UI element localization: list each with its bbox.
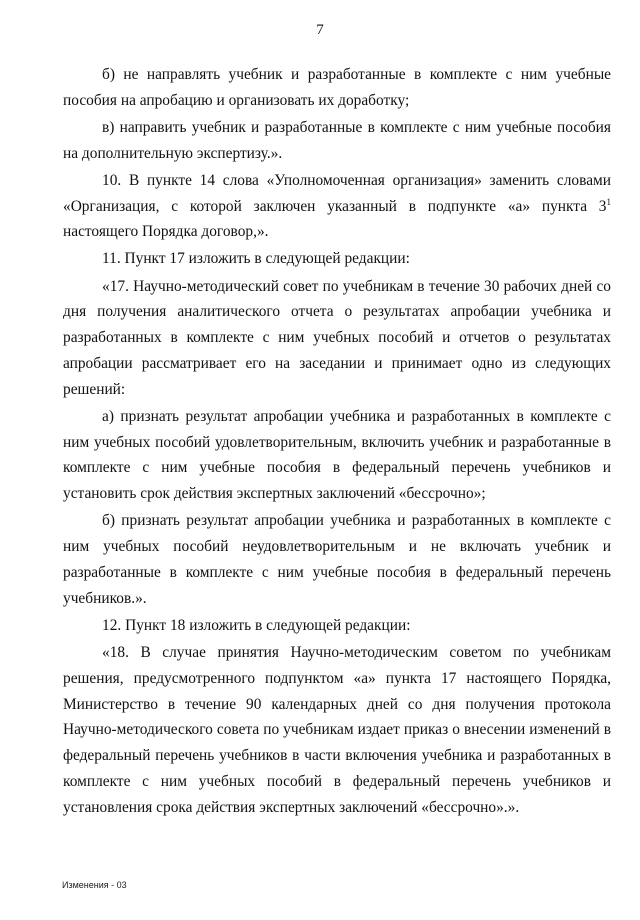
- paragraph-b-no-approbation: б) не направлять учебник и разработанные в комплекте с ним учебные пособия на апробацию и организовать их доработку;: [63, 66, 611, 109]
- document-body: [63, 62, 611, 822]
- paragraph-a-satisfactory: а) признать результат апробации учебника и разработанных в комплекте с ним учебных пособий удовлетворительным, включить учебник и разработанные в комплекте с ним учебные пособия в федеральный перечень учебников и установить срок действия экспертных заключений «бессрочно»;: [63, 407, 611, 503]
- paragraph-point-18: «18. В случае принятия Научно-методическим советом по учебникам решения, предусмотренного подпунктом «а» пункта 17 настоящего Порядка, Министерство в течение 90 календарных дней со дня получения протокола Научно-методического совета по учебникам издает приказ о внесении изменений в федеральный перечень учебников в части включения учебника и разработанных в комплекте с ним учебных пособий в федеральный перечень учебников и установления срока действия экспертных заключений «бессрочно».».: [63, 643, 611, 816]
- paragraph-point-17: «17. Научно-методический совет по учебникам в течение 30 рабочих дней со дня получения аналитического отчета о результатах апробации учебника и разработанных в комплекте с ним учебных пособий и отчетов о результатах апробации рассматривает его на заседании и принимает одно из следующих решений:: [63, 277, 611, 398]
- page-number: 7: [316, 22, 324, 38]
- paragraph-item-10: [63, 168, 611, 245]
- document-footer: Изменения - 03: [62, 880, 127, 890]
- footnote-superscript: 1: [606, 196, 611, 207]
- paragraph-item-10-text-before: 10. В пункте 14 слова «Уполномоченная организация» заменить словами «Организация, с которой заключен указанный в подпункте «а» пункта 3: [63, 171, 611, 215]
- paragraph-item-12-heading: 12. Пункт 18 изложить в следующей редакции:: [102, 616, 411, 634]
- paragraph-b-unsatisfactory: б) признать результат апробации учебника и разработанных в комплекте с ним учебных пособий неудовлетворительным и не включать учебник и разработанные в комплекте с ним учебные пособия в федеральный перечень учебников.».: [63, 512, 611, 607]
- paragraph-v-additional-expertise: в) направить учебник и разработанные в комплекте с ним учебные пособия на дополнительную экспертизу.».: [63, 118, 611, 162]
- paragraph-item-11-heading: 11. Пункт 17 изложить в следующей редакции:: [102, 250, 410, 268]
- paragraph-item-10-text-after: настоящего Порядка договор,».: [63, 223, 269, 241]
